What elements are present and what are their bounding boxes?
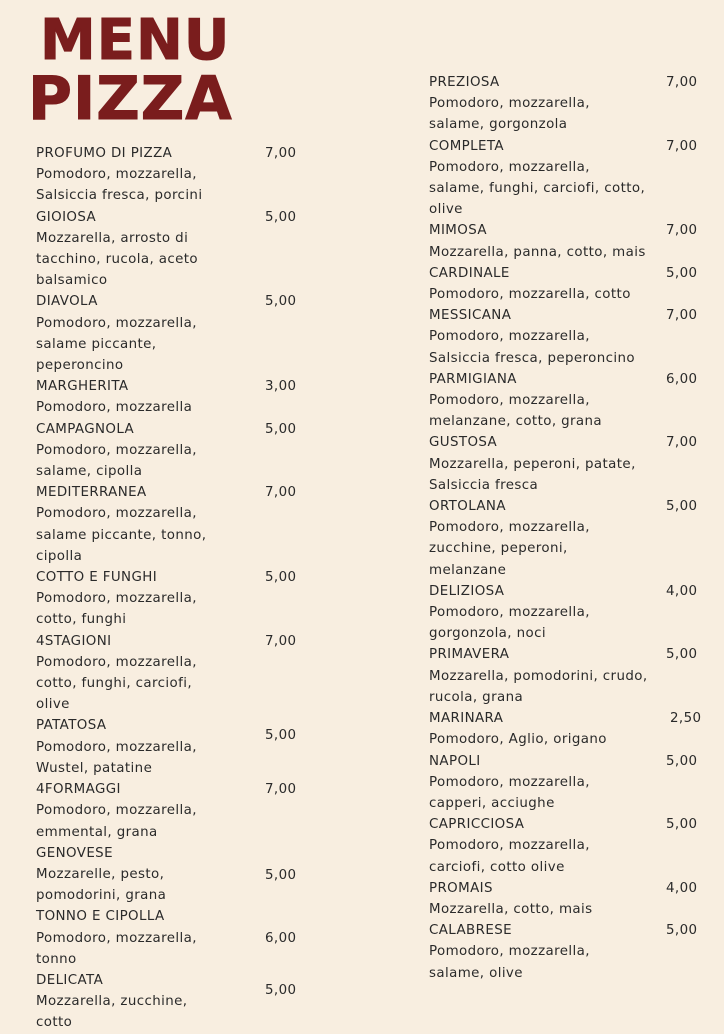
item-desc: Pomodoro, mozzarella, Salsiccia fresca, porcini (36, 167, 203, 204)
menu-item (36, 482, 306, 567)
item-name: PROMAIS (429, 880, 493, 896)
item-desc: Pomodoro, mozzarella, gorgonzola, noci (429, 605, 590, 642)
menu-item (36, 631, 306, 716)
item-name: COTTO E FUNGHI (36, 570, 158, 586)
item-price: 5,00 (265, 294, 297, 310)
menu-item (429, 920, 709, 984)
item-name: GIOIOSA (36, 209, 97, 225)
menu-item (429, 644, 709, 708)
item-price: 5,00 (265, 728, 297, 744)
item-desc: Pomodoro, mozzarella, Wustel, patatine (36, 739, 197, 776)
item-price: 7,00 (666, 435, 698, 451)
menu-item (429, 581, 709, 645)
item-price: 5,00 (666, 753, 698, 769)
menu-item (36, 291, 306, 376)
menu-item (429, 814, 709, 878)
menu-item (36, 843, 306, 907)
menu-column-left (36, 143, 306, 1034)
item-desc: Pomodoro, mozzarella, melanzane, cotto, grana (429, 393, 603, 430)
item-desc: Pomodoro, mozzarella, salame, cipolla (36, 442, 197, 480)
item-price: 5,00 (265, 867, 297, 883)
item-price: 7,00 (265, 633, 297, 649)
menu-title (28, 8, 268, 134)
item-desc: Mozzarella, peperoni, patate, Salsiccia fresca (429, 456, 636, 493)
menu-item (429, 708, 709, 750)
menu-item (36, 419, 306, 483)
menu-item (429, 72, 709, 136)
item-price: 5,00 (666, 647, 698, 663)
item-name: CAMPAGNOLA (36, 421, 135, 437)
item-desc: Pomodoro, Aglio, origano (429, 732, 607, 748)
item-price: 2,50 (670, 711, 702, 727)
menu-item (429, 369, 709, 433)
item-name: MARINARA (429, 711, 504, 727)
item-price: 6,00 (265, 931, 297, 947)
item-price: 5,00 (666, 923, 698, 939)
item-name: PATATOSA (36, 718, 107, 734)
item-desc: Pomodoro, mozzarella, salame, gorgonzola (429, 96, 590, 133)
menu-item (36, 779, 306, 843)
item-desc: Pomodoro, mozzarella, salame, olive (429, 944, 590, 981)
item-desc: Pomodoro, mozzarella (36, 400, 193, 416)
item-name: CAPRICCIOSA (429, 817, 525, 833)
item-name: PROFUMO DI PIZZA (36, 146, 173, 161)
item-price: 7,00 (666, 308, 698, 324)
item-price: 5,00 (265, 982, 297, 998)
item-price: 7,00 (265, 485, 297, 501)
menu-item (429, 305, 709, 369)
item-name: MIMOSA (429, 223, 487, 239)
item-desc: Pomodoro, mozzarella, cotto (429, 287, 631, 303)
item-name: GENOVESE (36, 845, 113, 861)
item-name: MESSICANA (429, 308, 512, 324)
item-desc: Mozzarella, zucchine, cotto (36, 994, 188, 1031)
item-price: 5,00 (265, 209, 297, 225)
menu-item (36, 906, 306, 970)
item-desc: Mozzarelle, pesto, pomodorini, grana (36, 866, 167, 904)
item-desc: Pomodoro, mozzarella, capperi, acciughe (429, 774, 590, 811)
item-price: 3,00 (265, 379, 297, 395)
item-desc: Mozzarella, arrosto di tacchino, rucola, aceto balsamico (36, 230, 199, 289)
item-price: 7,00 (666, 138, 698, 154)
menu-item (36, 715, 306, 779)
item-desc: Pomodoro, mozzarella, salame, funghi, carciofi, cotto, olive (429, 159, 646, 218)
item-desc: Pomodoro, mozzarella, cotto, funghi, carciofi, olive (36, 654, 197, 713)
item-price: 7,00 (265, 782, 297, 798)
item-name: ORTOLANA (429, 499, 506, 515)
item-name: PREZIOSA (429, 75, 500, 90)
menu-item (429, 220, 709, 262)
title-line-menu: MENU (40, 8, 231, 73)
item-price: 5,00 (666, 265, 698, 281)
item-desc: Mozzarella, pomodorini, crudo, rucola, grana (429, 668, 648, 705)
item-desc: Pomodoro, mozzarella, tonno (36, 930, 197, 967)
menu-item (36, 207, 306, 292)
menu-item (36, 376, 306, 418)
item-name: TONNO E CIPOLLA (36, 909, 165, 925)
item-desc: Mozzarella, panna, cotto, mais (429, 244, 646, 260)
menu-item (429, 878, 709, 920)
item-name: 4FORMAGGI (36, 782, 121, 798)
menu-column-right (429, 72, 709, 984)
item-desc: Pomodoro, mozzarella, emmental, grana (36, 803, 197, 840)
item-price: 5,00 (265, 570, 297, 586)
item-name: DIAVOLA (36, 294, 98, 310)
item-name: PRIMAVERA (429, 647, 510, 663)
item-desc: Pomodoro, mozzarella, carciofi, cotto olive (429, 838, 590, 875)
item-desc: Mozzarella, cotto, mais (429, 901, 593, 917)
item-name: CALABRESE (429, 923, 512, 939)
item-name: GUSTOSA (429, 435, 498, 451)
menu-item (429, 751, 709, 815)
item-desc: Pomodoro, mozzarella, Salsiccia fresca, peperoncino (429, 329, 635, 366)
item-name: CARDINALE (429, 265, 510, 281)
item-name: 4STAGIONI (36, 633, 112, 649)
menu-item (36, 567, 306, 631)
menu-item (429, 136, 709, 221)
menu-item (429, 496, 709, 581)
item-price: 4,00 (666, 880, 698, 896)
item-price: 7,00 (666, 75, 698, 90)
item-name: NAPOLI (429, 753, 481, 769)
item-desc: Pomodoro, mozzarella, salame piccante, peperoncino (36, 315, 197, 374)
item-name: MEDITERRANEA (36, 485, 147, 501)
item-price: 4,00 (666, 583, 698, 599)
item-desc: Pomodoro, mozzarella, zucchine, peperoni, melanzane (429, 520, 590, 578)
menu-item (429, 432, 709, 496)
item-desc: Pomodoro, mozzarella, cotto, funghi (36, 591, 197, 628)
item-price: 5,00 (666, 499, 698, 515)
item-price: 6,00 (666, 371, 698, 387)
item-price: 7,00 (666, 223, 698, 239)
title-line-pizza: PIZZA (28, 64, 233, 134)
item-price: 5,00 (265, 421, 297, 437)
item-price: 5,00 (666, 817, 698, 833)
item-name: DELICATA (36, 972, 104, 988)
item-name: DELIZIOSA (429, 583, 505, 599)
item-price: 7,00 (265, 146, 297, 161)
menu-item (36, 143, 306, 207)
item-desc: Pomodoro, mozzarella, salame piccante, tonno, cipolla (36, 506, 207, 564)
item-name: PARMIGIANA (429, 371, 517, 387)
item-name: MARGHERITA (36, 379, 129, 395)
item-name: COMPLETA (429, 138, 504, 154)
menu-item (429, 263, 709, 305)
